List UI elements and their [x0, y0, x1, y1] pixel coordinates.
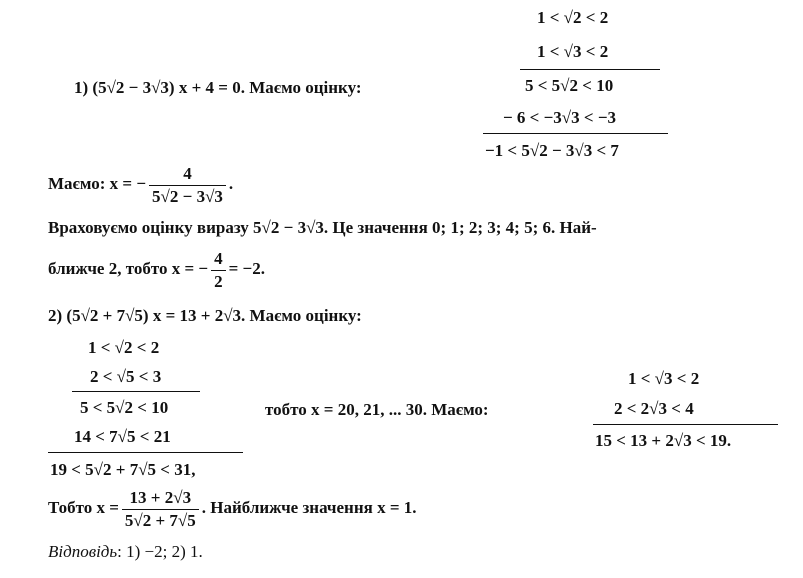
part1-have-end: .	[228, 174, 234, 193]
part2-middle-text: тобто x = 20, 21, ... 30. Маємо:	[265, 400, 489, 419]
part2-left-line-1: 1 < √2 < 2	[88, 338, 160, 357]
part1-have-numerator: 4	[149, 164, 226, 186]
part1-nearest-fraction	[211, 249, 226, 292]
part2-left-rule-2	[48, 452, 243, 453]
estimate-line-4: − 6 < −3√3 < −3	[503, 108, 617, 127]
part1-equation: 1) (5√2 − 3√3) x + 4 = 0. Маємо оцінку:	[74, 78, 362, 97]
part2-left-line-4: 14 < 7√5 < 21	[74, 427, 171, 446]
part2-left-line-2: 2 < √5 < 3	[90, 367, 162, 386]
part2-right-line-1: 1 < √3 < 2	[628, 369, 700, 388]
part2-right-line-2: 2 < 2√3 < 4	[614, 399, 694, 418]
part1-nearest-line	[48, 245, 265, 293]
part2-so-end: . Найближче значення x = 1.	[201, 498, 417, 517]
part2-left-rule-1	[72, 391, 200, 392]
part2-equation: 2) (5√2 + 7√5) x = 13 + 2√3. Маємо оцінку:	[48, 306, 362, 325]
part2-so-fraction	[122, 488, 199, 531]
part1-have-denominator: 5√2 − 3√3	[152, 186, 223, 206]
part1-nearest-prefix: ближче 2, тобто x = −	[48, 259, 209, 278]
part1-consider-line: Враховуємо оцінку виразу 5√2 − 3√3. Це значення 0; 1; 2; 3; 4; 5; 6. Най-	[48, 218, 597, 237]
answer-label: Відповідь	[48, 542, 118, 561]
part1-nearest-denominator: 2	[214, 271, 223, 291]
estimate-line-3: 5 < 5√2 < 10	[525, 76, 614, 95]
estimate-rule-1	[520, 69, 660, 70]
estimate-line-1: 1 < √2 < 2	[537, 8, 609, 27]
part1-have-line	[48, 160, 233, 208]
part1-nearest-end: = −2.	[228, 259, 265, 278]
part1-have-prefix: Маємо: x = −	[48, 174, 147, 193]
part2-right-rule	[593, 424, 778, 425]
part2-left-line-3: 5 < 5√2 < 10	[80, 398, 169, 417]
answer-line	[48, 542, 203, 562]
estimate-line-5: −1 < 5√2 − 3√3 < 7	[485, 141, 619, 160]
part2-right-line-3: 15 < 13 + 2√3 < 19.	[595, 431, 732, 450]
estimate-line-2: 1 < √3 < 2	[537, 42, 609, 61]
estimate-rule-2	[483, 133, 668, 134]
part1-nearest-numerator: 4	[211, 249, 226, 271]
part2-so-numerator: 13 + 2√3	[122, 488, 199, 510]
answer-text: : 1) −2; 2) 1.	[117, 542, 203, 561]
part1-have-fraction	[149, 164, 226, 207]
part2-so-line	[48, 484, 417, 532]
part2-so-prefix: Тобто x =	[48, 498, 119, 517]
part2-left-line-5: 19 < 5√2 + 7√5 < 31,	[50, 460, 196, 479]
part2-so-denominator: 5√2 + 7√5	[124, 510, 196, 530]
